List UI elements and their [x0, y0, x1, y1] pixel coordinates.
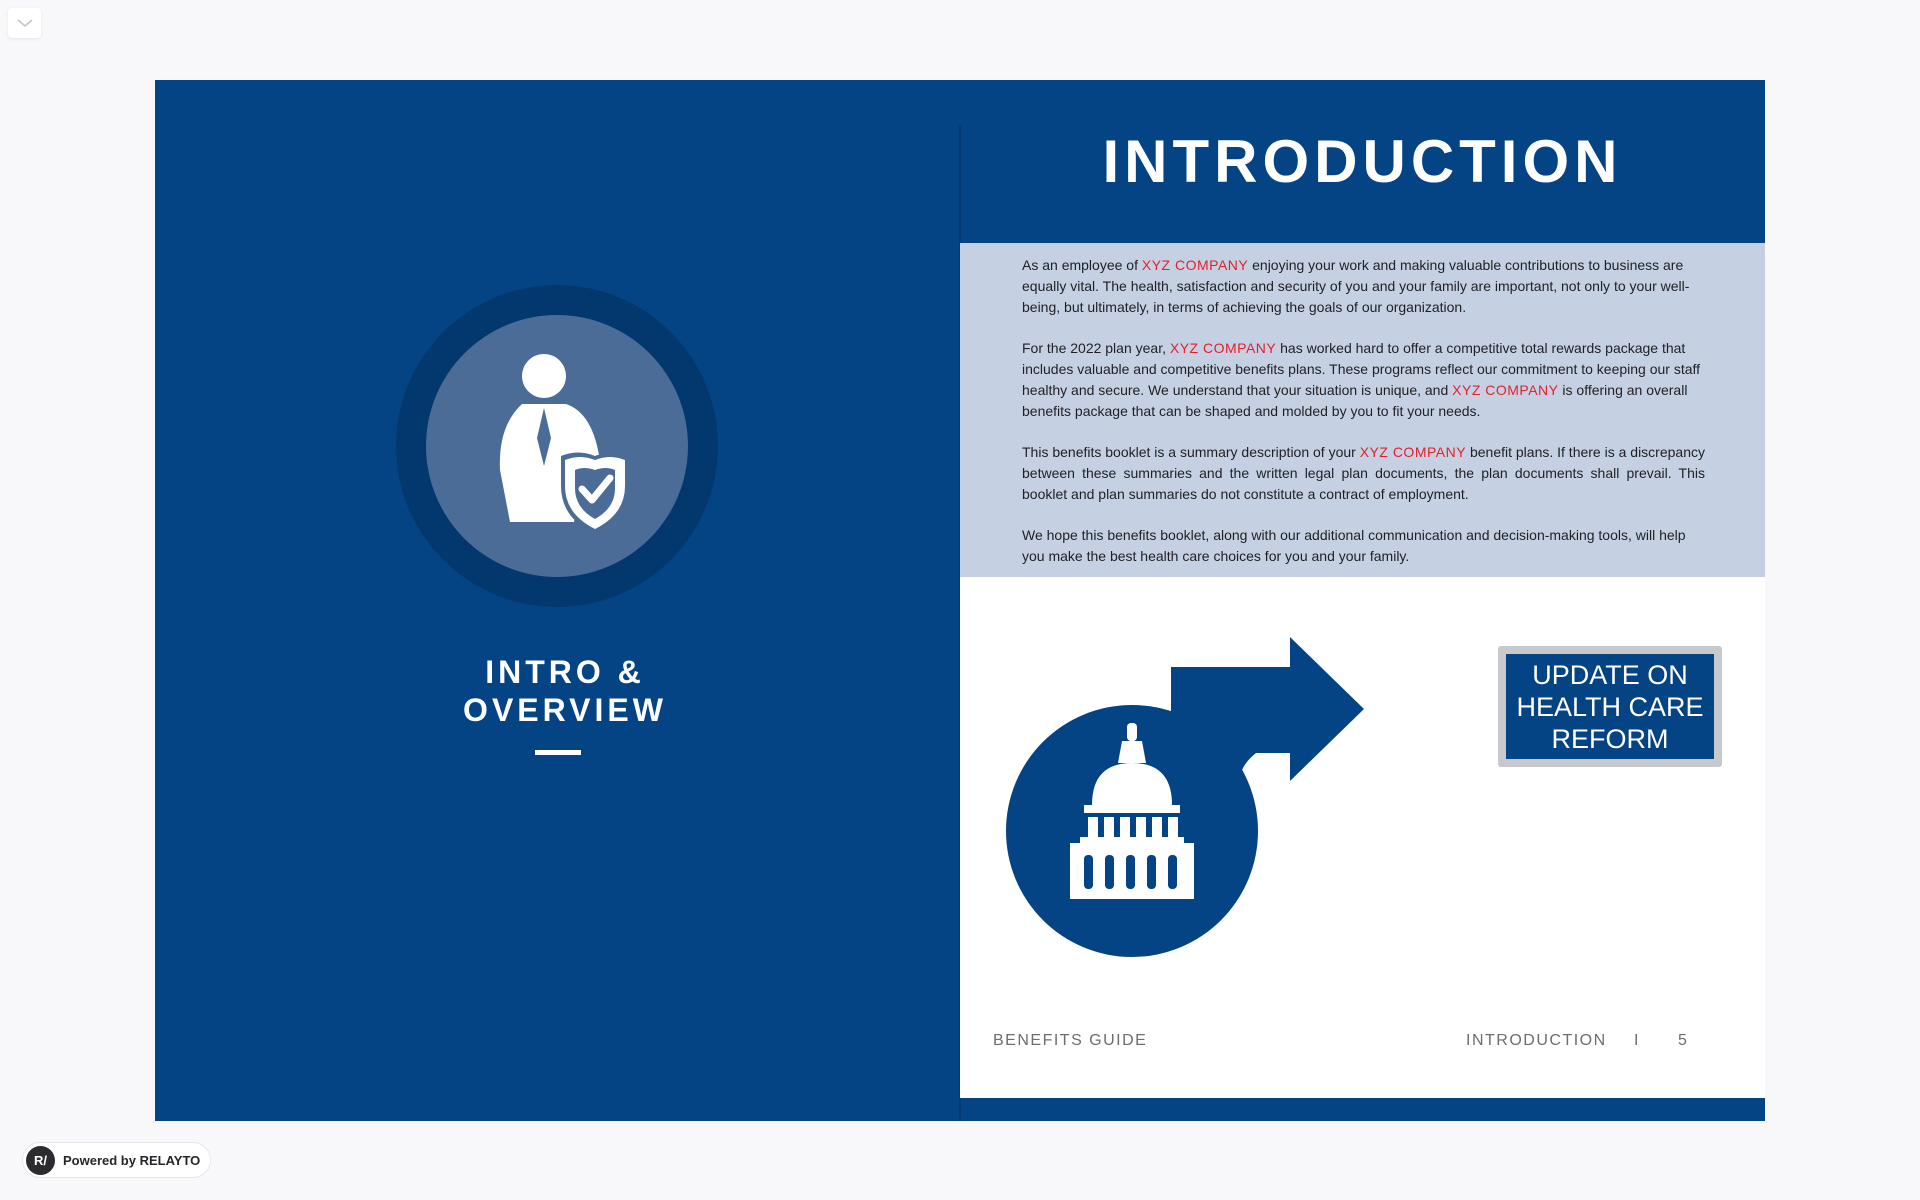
powered-by-relayto-badge[interactable] — [22, 1142, 211, 1178]
intro-paragraph-3: This benefits booklet is a summary description of your XYZ COMPANY benefit plans. If there is a discrepancy between these summaries and the written legal plan documents, the plan documents shall prevail. This booklet and plan summaries do not constitute a contract of employment. — [1022, 444, 1705, 502]
section-title-line1: INTRO & — [485, 654, 645, 690]
employee-shield-icon — [482, 346, 632, 546]
intro-paragraph-4: We hope this benefits booklet, along with our additional communication and decision-making tools, will help you make the best health care choices for you and your family. — [1022, 527, 1686, 564]
section-title-line2: OVERVIEW — [463, 692, 667, 728]
page-title: INTRODUCTION — [1102, 128, 1623, 195]
booklet-spread — [155, 80, 1765, 1121]
section-title — [360, 653, 770, 729]
page-number: 5 — [1678, 1032, 1689, 1049]
footer-guide-title: BENEFITS GUIDE — [993, 1032, 1148, 1049]
intro-icon-badge — [396, 285, 718, 607]
footer-section-title: INTRODUCTION — [1466, 1032, 1607, 1049]
health-care-reform-panel — [960, 577, 1765, 1098]
intro-paragraph-1: As an employee of XYZ COMPANY enjoying your work and making valuable contributions to business are equally vital. The health, satisfaction and security of you and your family are important, not only to your well-being, but ultimately, in terms of achieving the goals of our organization. — [1022, 257, 1690, 315]
page-footer — [960, 1032, 1765, 1062]
collapse-toggle-button[interactable] — [8, 8, 41, 38]
company-name: XYZ COMPANY — [1359, 444, 1467, 460]
intro-text-panel — [960, 243, 1765, 577]
update-health-care-reform-button[interactable]: UPDATE ON HEALTH CARE REFORM — [1498, 646, 1722, 767]
right-page — [960, 80, 1765, 1121]
powered-by-label: Powered by RELAYTO — [63, 1152, 201, 1168]
chevron-down-icon — [16, 17, 34, 29]
relayto-logo-icon: R/ — [26, 1146, 55, 1175]
footer-separator: I — [1634, 1032, 1640, 1049]
capitol-arrow-icon — [1006, 637, 1364, 977]
title-underline — [535, 750, 581, 755]
intro-paragraph-2: For the 2022 plan year, XYZ COMPANY has worked hard to offer a competitive total rewards package that includes valuable and competitive benefits plans. These programs reflect our commitment to keeping our staff healthy and secure. We understand that your situation is unique, and XYZ COMPANY is offering an overall benefits package that can be shaped and molded by you to fit your needs. — [1022, 340, 1701, 419]
company-name: XYZ COMPANY — [1452, 382, 1559, 398]
company-name: XYZ COMPANY — [1169, 340, 1277, 356]
company-name: XYZ COMPANY — [1141, 257, 1249, 273]
left-page — [155, 80, 960, 1121]
